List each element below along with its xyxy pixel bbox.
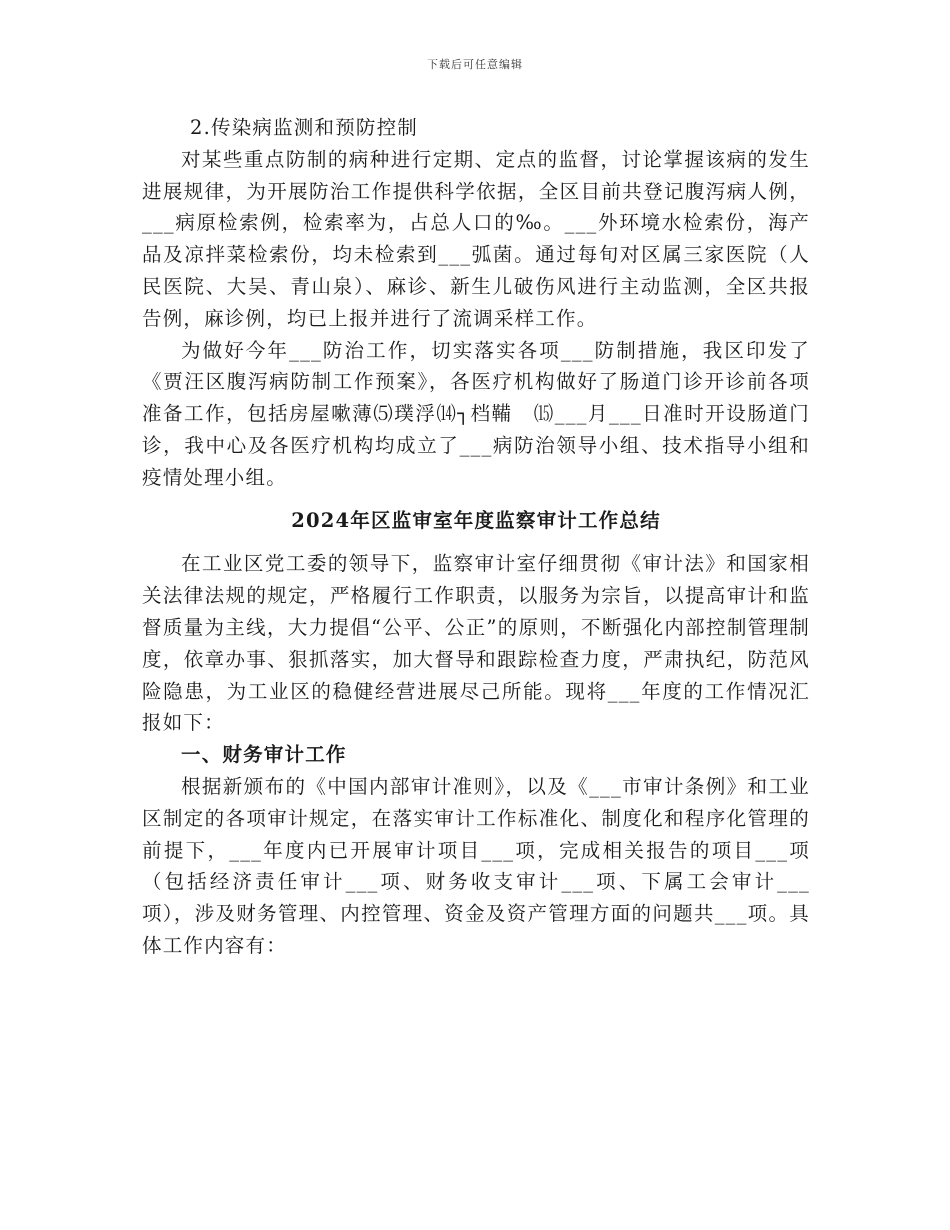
- paragraph-disease-monitoring: 对某些重点防制的病种进行定期、定点的监督，讨论掌握该病的发生进展规律，为开展防治工作提供科学依据，全区目前共登记腹泻病人例，___病原检索例，检索率为，占总人口的‰。___外环境水检索份，海产品及凉拌菜检索份，均未检索到___弧菌。通过每旬对区属三家医院（人民医院、大吴、青山泉）、麻诊、新生儿破伤风进行主动监测，全区共报告例，麻诊例，均已上报并进行了流调采样工作。: [142, 147, 810, 330]
- document-title: 2024年区监审室年度监察审计工作总结: [291, 508, 661, 532]
- section-heading-disease-monitoring: 2.传染病监测和预防控制: [190, 116, 419, 139]
- section-heading-financial-audit: 一、财务审计工作: [181, 743, 347, 767]
- paragraph-financial-audit: 根据新颁布的《中国内部审计准则》，以及《___市审计条例》和工业区制定的各项审计规定，在落实审计工作标准化、制度化和程序化管理的前提下，___年度内已开展审计项目___项，完成相关报告的项目___项（包括经济责任审计___项、财务收支审计___项、下属工会审计___项），涉及财务管理、内控管理、资金及资产管理方面的问题共___项。具体工作内容有：: [142, 774, 810, 957]
- paragraph-intro: 在工业区党工委的领导下，监察审计室仔细贯彻《审计法》和国家相关法律法规的规定，严格履行工作职责，以服务为宗旨，以提高审计和监督质量为主线，大力提倡“公平、公正”的原则，不断强化内部控制管理制度，依章办事、狠抓落实，加大督导和跟踪检查力度，严肃执纪，防范风险隐患，为工业区的稳健经营进展尽己所能。现将___年度的工作情况汇报如下：: [142, 552, 810, 735]
- paragraph-diarrhea-prevention: 为做好今年___防治工作，切实落实各项___防制措施，我区印发了《贾汪区腹泻病防制工作预案》，各医疗机构做好了肠道门诊开诊前各项准备工作，包括房屋嗽薄⑸璞浮⒁┐档鞴 ⒂___月___日准时开设肠道门诊，我中心及各医疗机构均成立了___病防治领导小组、技术指导小组和疫情处理小组。: [142, 338, 810, 489]
- document-body: [142, 112, 810, 962]
- page-header-note: 下载后可任意编辑: [427, 58, 523, 71]
